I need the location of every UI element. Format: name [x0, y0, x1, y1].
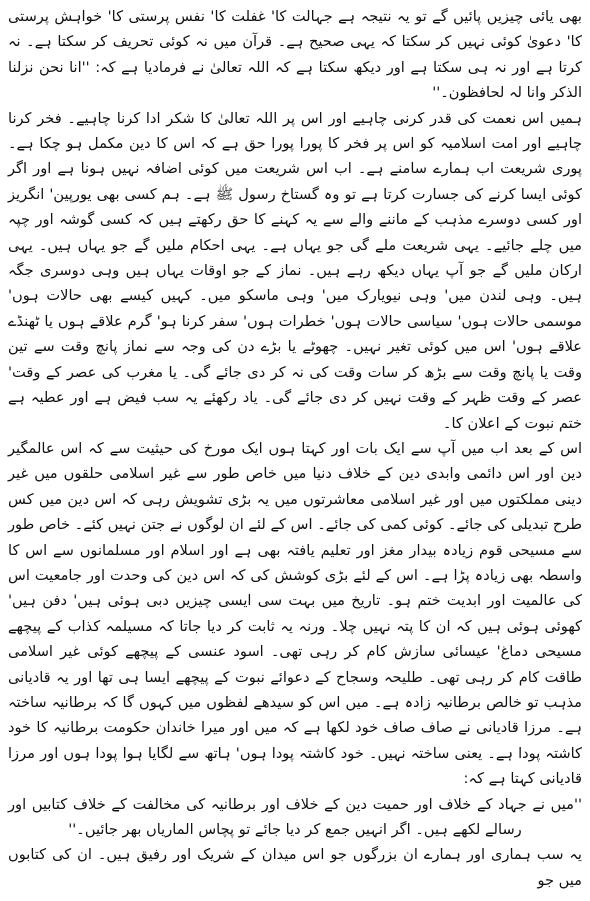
paragraph-2: ہمیں اس نعمت کی قدر کرنی چاہیے اور اس پر اللہ تعالیٰ کا شکر ادا کرنا چاہیے۔ فخر کرنا چاہیے اور امت اسلامیہ کو اس پر فخر کا پورا پورا حق ہے کہ اس کا دین مکمل ہو چکا ہے۔ پوری شریعت اب ہمارے سامنے ہے۔ اب اس شریعت میں کوئی اضافہ نہیں ہونا ہے اور اگر کوئی ایسا کرنے کی جسارت کرتا ہے تو وہ گستاخ رسول ﷺ ہے۔ ہم کسی بھی یورپین' انگریز اور کسی دوسرے مذہب کے ماننے والے سے یہ کہنے کا حق رکھتے ہیں کہ کسی گوشہ اور چپہ میں چلے جائیے۔ یہی شریعت ملے گی جو یہاں ہے۔ یہی احکام ملیں گے جو یہاں ہیں۔ یہی ارکان ملیں گے جو آپ یہاں دیکھ رہے ہیں۔ نماز کے جو اوقات یہاں ہیں وہی دوسری جگہ ہیں۔ وہی لندن میں' وہی نیویارک میں' وہی ماسکو میں۔ کہیں کیسے بھی حالات ہوں' موسمی حالات ہوں' سیاسی حالات ہوں' خطرات ہوں' سفر کرنا ہو' گرم علاقے ہوں یا ٹھنڈے علاقے ہوں' اس میں کوئی تغیر نہیں۔ چھوٹے یا بڑے دن کی وجہ سے نماز پانچ وقت سے تین وقت یا پانچ وقت سے بڑھ کر سات وقت کی نہ کر دی جائے گی۔ یا مغرب کی عصر کے وقت' عصر کے وقت ظہر کے وقت نہیں کر دی جائے گی۔ یاد رکھئے یہ سب فیض ہے اور عطیہ ہے ختم نبوت کے اعلان کا۔ — [8, 109, 582, 432]
paragraph-5: یہ سب ہماری اور ہمارے ان بزرگوں جو اس میدان کے شریک اور رفیق ہیں۔ ان کی کتابوں میں جو — [8, 846, 582, 889]
quote-paragraph: ''میں نے جہاد کے خلاف اور حمیت دین کے خلاف اور برطانیہ کی مخالفت کے خلاف کتابیں اور رسالے لکھے ہیں۔ اگر انہیں جمع کر دیا جائے تو پچاس الماریاں بھر جائیں۔'' — [8, 795, 582, 838]
paragraph-3: اس کے بعد اب میں آپ سے ایک بات اور کہتا ہوں ایک مورخ کی حیثیت سے کہ اس عالمگیر دین اور اس دائمی وابدی دین کے خلاف دنیا میں خاص طور سے غیر اسلامی حلقوں میں غیر دینی مملکتوں میں اور غیر اسلامی معاشرتوں میں یہ بڑی تشویش رہی کہ اس دین میں کس طرح تبدیلی کی جائے۔ کوئی کمی کی جائے۔ اس کے لئے ان لوگوں نے جتن نہیں کئے۔ خاص طور سے مسیحی قوم زیادہ بیدار مغز اور تعلیم یافتہ بھی ہے اور اسلام اور مسلمانوں سے اس کا واسطہ بھی زیادہ پڑا ہے۔ اس کے لئے بڑی کوشش کی کہ اس دین کی وحدت اور جامعیت اس کی عالمیت اور ابدیت ختم ہو۔ تاریخ میں بہت سی ایسی چیزیں دبی ہوئی ہیں' دفن ہیں' کھوئی ہوئی ہیں کہ ان کا پتہ نہیں چلا۔ ورنہ یہ ثابت کر دیا جاتا کہ مسیلمہ کذاب کے پیچھے مسیحی دماغ' عیسائی سازش کام کر رہی تھی۔ اسود عنسی کے پیچھے کوئی غیر اسلامی طاقت کام کر رہی تھی۔ طلیحہ وسجاح کے دعوائے نبوت کے پیچھے ایسا ہی تھا اور یہ قادیانی مذہب تو خالص برطانیہ زادہ ہے۔ میں اس کو سیدھے لفظوں میں کہوں گا کہ برطانیہ ساختہ ہے۔ مرزا قادیانی نے صاف صاف خود لکھا ہے کہ میں اور میرا خاندان حکومت برطانیہ کا خود کاشتہ پودا ہے۔ یعنی ساختہ نہیں۔ خود کاشتہ پودا ہوں' ہاتھ سے لگایا ہوا پودا ہوں اور مرزا قادیانی کہتا ہے کہ: — [8, 439, 582, 788]
paragraph-1: بھی یائی چیزیں پائیں گے تو یہ نتیجہ ہے جہالت کا' غفلت کا' نفس پرستی کا' خواہش پرستی کا' دعویٰ کوئی نہیں کر سکتا کہ یہی صحیح ہے۔ قرآن میں نہ کوئی تحریف کر سکتا ہے۔ نہ کرتا ہے اور نہ ہی سکتا ہے اور دیکھ سکتا ہے کہ اللہ تعالیٰ نے فرمادیا ہے کہ: ''انا نحن نزلنا الذکر وانا لہ لحافظون۔'' — [8, 8, 582, 102]
